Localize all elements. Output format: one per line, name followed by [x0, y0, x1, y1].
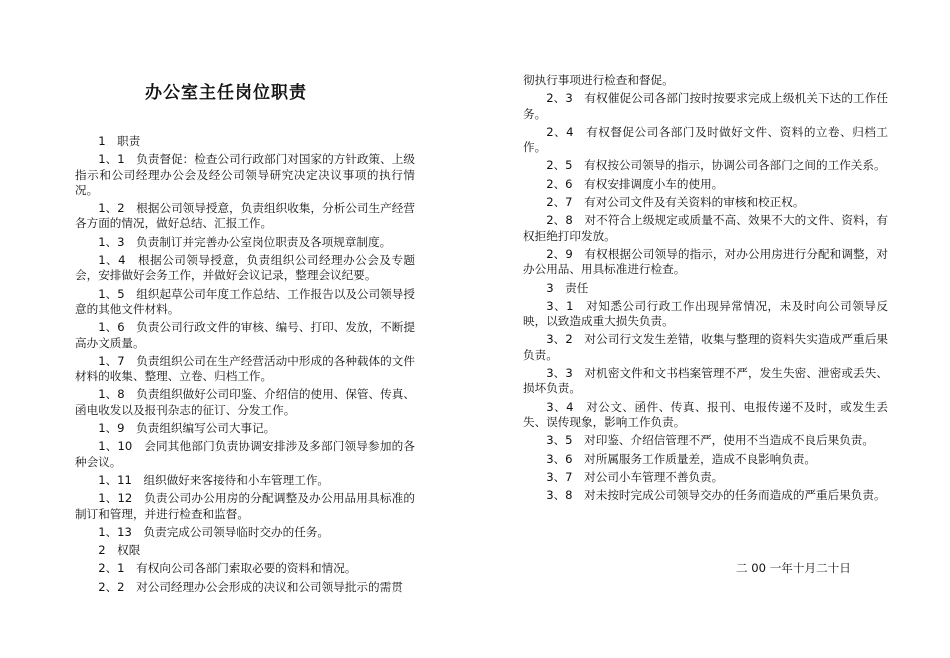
- right-clause-paragraph: 3、3 对机密文件和文书档案管理不严，发生失密、泄密或丢失、损坏负责。: [523, 366, 888, 396]
- left-clause-paragraph: 2、2 对公司经理办公会形成的决议和公司领导批示的需贯: [98, 579, 403, 594]
- left-clause-paragraph: 1、9 负责组织编写公司大事记。: [98, 421, 276, 436]
- left-clause-paragraph: 1、6 负责公司行政文件的审核、编号、打印、发放，不断提高办文质量。: [75, 320, 415, 350]
- left-section-heading: 1 职责: [98, 134, 141, 148]
- right-continued-paragraph: 彻执行事项进行检查和督促。: [523, 73, 674, 87]
- left-clause-paragraph: 1、1 负责督促：检查公司行政部门对国家的方针政策、上级指示和公司经理办公会及经公司领导研究决定决议事项的执行情况。: [75, 152, 415, 197]
- right-clause-paragraph: 2、6 有权安排调度小车的使用。: [546, 176, 724, 191]
- right-clause-paragraph: 2、8 对不符合上级规定或质量不高、效果不大的文件、资料，有权拒绝打印发放。: [523, 213, 888, 243]
- left-clause-paragraph: 1、4 根据公司领导授意，负责组织公司经理办公会及专题会，安排做好会务工作，并做好会议记录，整理会议纪要。: [75, 253, 415, 283]
- right-clause-paragraph: 2、3 有权催促公司各部门按时按要求完成上级机关下达的工作任务。: [523, 91, 888, 121]
- left-column-body: [75, 134, 415, 598]
- left-clause-paragraph: 1、13 负责完成公司领导临时交办的任务。: [98, 524, 330, 539]
- right-clause-paragraph: 2、4 有权督促公司各部门及时做好文件、资料的立卷、归档工作。: [523, 124, 888, 155]
- right-column-body: [523, 73, 888, 506]
- right-clause-paragraph: 3、7 对公司小车管理不善负责。: [546, 469, 724, 484]
- left-clause-paragraph: 1、8 负责组织做好公司印鉴、介绍信的使用、保管、传真、函电收发以及报刊杂志的征订、分发工作。: [75, 387, 415, 417]
- right-clause-paragraph: 3、5 对印鉴、介绍信管理不严，使用不当造成不良后果负责。: [546, 433, 874, 448]
- right-clause-paragraph: 3、6 对所属服务工作质量差，造成不良影响负责。: [546, 451, 817, 466]
- left-clause-paragraph: 1、11 组织做好来客接待和小车管理工作。: [98, 472, 330, 487]
- left-clause-paragraph: 1、10 会同其他部门负责协调安排涉及多部门领导参加的各种会议。: [75, 439, 415, 469]
- left-section-heading: 2 权限: [98, 543, 141, 558]
- left-clause-paragraph: 1、7 负责组织公司在生产经营活动中形成的各种载体的文件材料的收集、整理、立卷、归档工作。: [75, 353, 415, 384]
- right-clause-paragraph: 3、2 对公司行文发生差错，收集与整理的资料失实造成严重后果负责。: [523, 332, 888, 362]
- right-clause-paragraph: 3、4 对公文、函件、传真、报刊、电报传递不及时，或发生丢失、误传现象，影响工作负责。: [523, 399, 888, 429]
- left-clause-paragraph: 1、3 负责制订并完善办公室岗位职责及各项规章制度。: [98, 234, 392, 249]
- right-clause-paragraph: 3、8 对未按时完成公司领导交办的任务而造成的严重后果负责。: [546, 488, 886, 503]
- left-clause-paragraph: 1、2 根据公司领导授意，负责组织收集，分析公司生产经营各方面的情况，做好总结、汇报工作。: [75, 201, 415, 231]
- right-section-heading: 3 责任: [546, 280, 589, 295]
- right-clause-paragraph: 2、5 有权按公司领导的指示，协调公司各部门之间的工作关系。: [546, 158, 886, 173]
- right-clause-paragraph: 2、7 有对公司文件及有关资料的审核和校正权。: [546, 195, 805, 210]
- left-clause-paragraph: 2、1 有权向公司各部门索取必要的资料和情况。: [98, 561, 357, 576]
- left-clause-paragraph: 1、12 负责公司办公用房的分配调整及办公用品用具标准的制订和管理，并进行检查和监督。: [75, 491, 415, 521]
- document-date: 二 00 一年十月二十日: [736, 561, 851, 575]
- document-title: 办公室主任岗位职责: [145, 83, 307, 103]
- right-clause-paragraph: 2、9 有权根据公司领导的指示，对办公用房进行分配和调整，对办公用品、用具标准进行检查。: [523, 246, 888, 277]
- left-clause-paragraph: 1、5 组织起草公司年度工作总结、工作报告以及公司领导授意的其他文件材料。: [75, 286, 415, 316]
- right-clause-paragraph: 3、1 对知悉公司行政工作出现异常情况，未及时向公司领导反映，以致造成重大损失负责。: [523, 298, 888, 329]
